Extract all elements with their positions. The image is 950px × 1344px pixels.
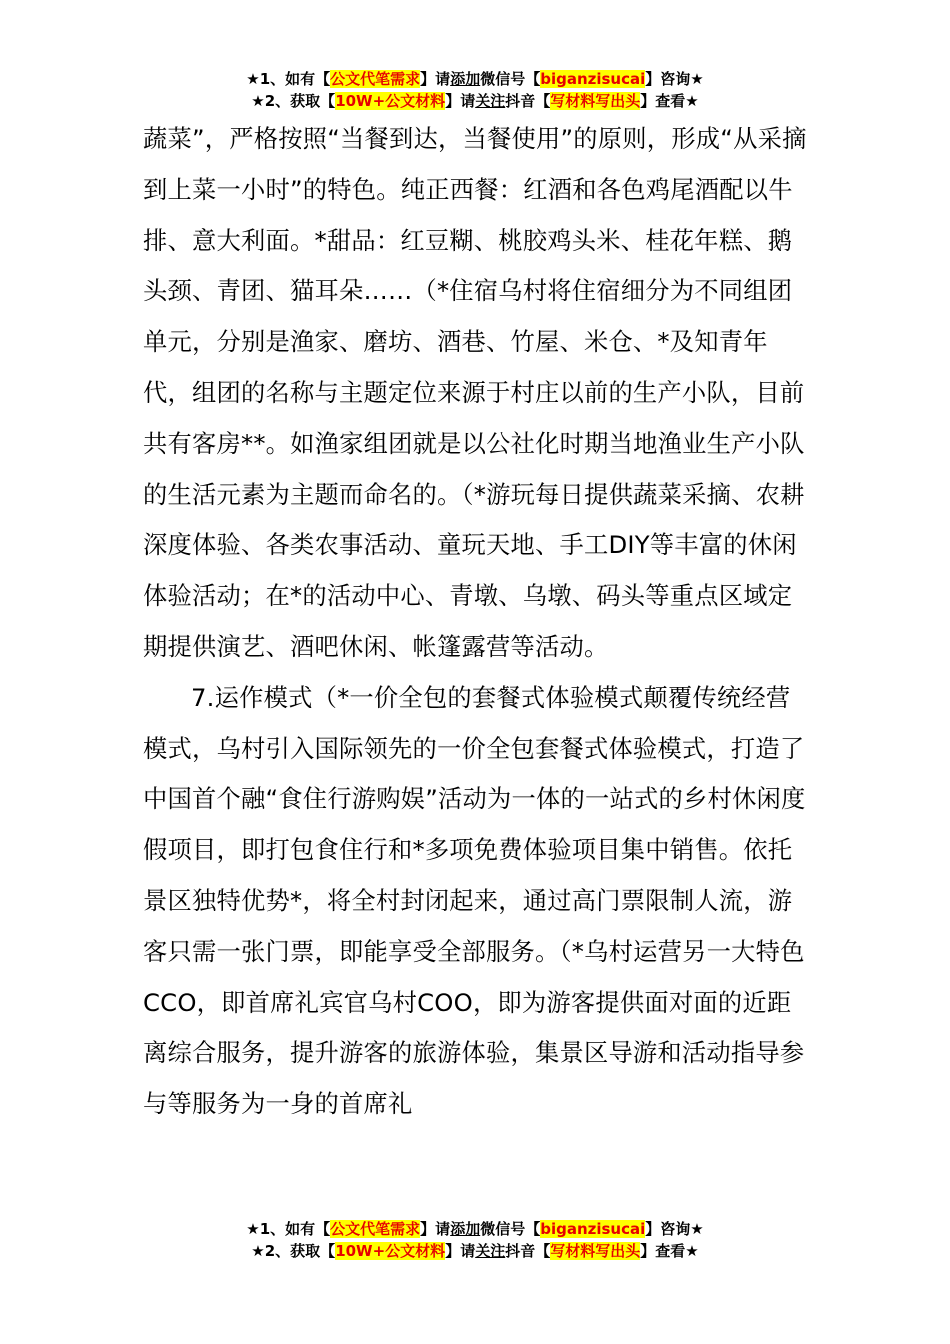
banner-text: 微信号【 [480, 1220, 541, 1238]
banner-text: 】查看★ [640, 92, 699, 110]
banner-text: 】咨询★ [645, 1220, 704, 1238]
banner-text: 微信号【 [480, 70, 541, 88]
header-banner [0, 68, 950, 112]
banner-text: ★2、获取【 [251, 1242, 336, 1260]
highlight-douyin-account: 写材料写出头 [550, 92, 641, 110]
banner-text: 】查看★ [640, 1242, 699, 1260]
highlight-materials: 10W+公文材料 [335, 1242, 446, 1260]
banner-text: 】咨询★ [645, 70, 704, 88]
highlight-wechat-id: biganzisucai [540, 1220, 646, 1238]
banner-text: 】请 [420, 70, 451, 88]
paragraph-food-lodging-activities: 蔬菜”，严格按照“当餐到达，当餐使用”的原则，形成“从采摘到上菜一小时”的特色。纯正西餐：红酒和各色鸡尾酒配以牛排、意大利面。*甜品：红豆糊、桃胶鸡头米、桂花年糕、鹅头颈、青团、猫耳朵……（*住宿乌村将住宿细分为不同组团单元，分别是渔家、磨坊、酒巷、竹屋、米仓、*及知青年代，组团的名称与主题定位来源于村庄以前的生产小队，目前共有客房**。如渔家组团就是以公社化时期当地渔业生产小队的生活元素为主题而命名的。（*游玩每日提供蔬菜采摘、农耕深度体验、各类农事活动、童玩天地、手工DIY等丰富的休闲体验活动；在*的活动中心、青墩、乌墩、码头等重点区域定期提供演艺、酒吧休闲、帐篷露营等活动。 [143, 124, 807, 661]
underlined-text: 添加 [450, 70, 481, 88]
document-body [143, 114, 813, 1130]
banner-text: 】请 [420, 1220, 451, 1238]
banner-line-2 [0, 90, 950, 112]
highlight-service: 公文代笔需求 [330, 70, 421, 88]
underlined-text: 关注 [475, 1242, 506, 1260]
highlight-service: 公文代笔需求 [330, 1220, 421, 1238]
underlined-text: 关注 [475, 92, 506, 110]
highlight-materials: 10W+公文材料 [335, 92, 446, 110]
banner-line-1 [0, 1218, 950, 1240]
highlight-wechat-id: biganzisucai [540, 70, 646, 88]
banner-line-1 [0, 68, 950, 90]
banner-text: 抖音【 [505, 92, 551, 110]
highlight-douyin-account: 写材料写出头 [550, 1242, 641, 1260]
banner-text: 抖音【 [505, 1242, 551, 1260]
underlined-text: 添加 [450, 1220, 481, 1238]
paragraph-operation-mode: 7.运作模式（*一价全包的套餐式体验模式颠覆传统经营模式，乌村引入国际领先的一价全包套餐式体验模式，打造了中国首个融“食住行游购娱”活动为一体的一站式的乡村休闲度假项目，即打包食住行和*多项免费体验项目集中销售。依托景区独特优势*，将全村封闭起来，通过高门票限制人流，游客只需一张门票，即能享受全部服务。（*乌村运营另一大特色CCO，即首席礼宾官乌村COO，即为游客提供面对面的近距离综合服务，提升游客的旅游体验，集景区导游和活动指导参与等服务为一身的首席礼 [143, 682, 806, 1119]
banner-text: 】请 [445, 1242, 476, 1260]
footer-banner [0, 1218, 950, 1262]
banner-text: ★1、如有【 [246, 1220, 331, 1238]
banner-line-2 [0, 1240, 950, 1262]
banner-text: ★1、如有【 [246, 70, 331, 88]
banner-text: ★2、获取【 [251, 92, 336, 110]
banner-text: 】请 [445, 92, 476, 110]
